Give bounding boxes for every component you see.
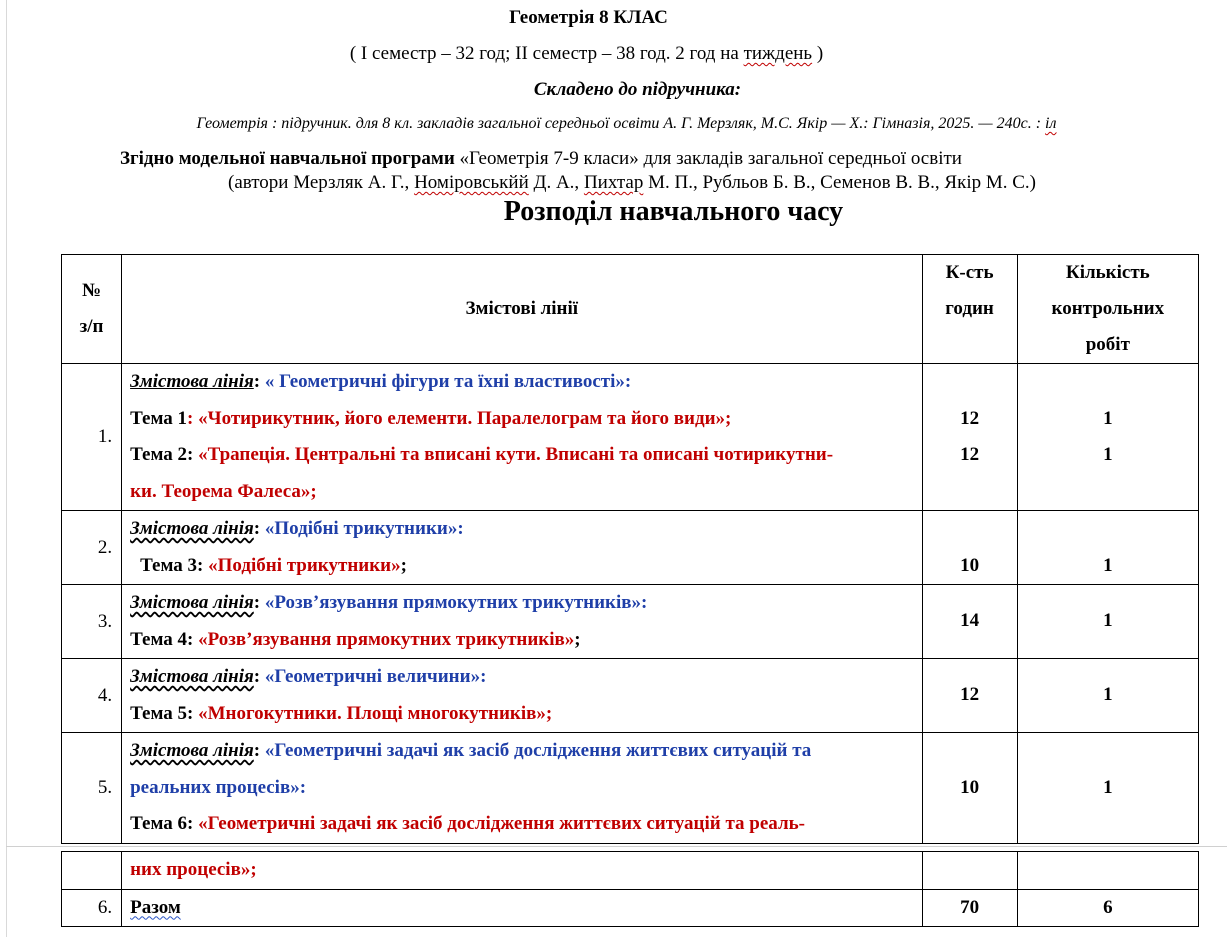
semester-week-word: тиждень <box>743 43 813 64</box>
topic-line <box>130 437 921 474</box>
row-tests: 1 <box>1017 659 1198 733</box>
content-line-title: «Геометричні задачі як засіб дослідження життєвих ситуацій та <box>264 740 812 761</box>
topic-line <box>130 696 921 733</box>
content-line-label: Змістова лінія <box>130 592 254 613</box>
content-line: Змістова лінія: «Розв’язування прямокутних трикутників»: <box>130 592 648 613</box>
content-line-label: Змістова лінія <box>130 518 254 539</box>
tests-value: 1 <box>1103 407 1113 429</box>
hours-value: 10 <box>960 554 980 576</box>
row-tests <box>1017 511 1198 585</box>
compiled-for-label: Складено до підручника: <box>533 79 742 100</box>
content-line: Змістова лінія: « Геометричні фігури та їхні властивості»: <box>130 371 632 392</box>
program-name: «Геометрія 7-9 класи» для закладів загальної середньої освіти <box>454 148 962 169</box>
total-hours: 70 <box>922 889 1017 927</box>
header-hours <box>922 255 1017 364</box>
total-number: 6. <box>62 889 122 927</box>
content-line-label: Змістова лінія <box>130 666 254 687</box>
semester-info <box>0 43 1200 65</box>
topic-title: «Трапеція. Центральні та вписані кути. Вписані та описані чотирикутни- <box>198 444 834 465</box>
content-line: Змістова лінія: «Подібні трикутники»: <box>130 518 464 539</box>
page-break <box>6 846 1227 847</box>
hours-value: 12 <box>960 407 980 429</box>
topic-line <box>130 401 921 438</box>
content-line-title: «Подібні трикутники»: <box>264 518 464 539</box>
topic-label: Тема 3: <box>140 554 209 576</box>
header-tests <box>1017 255 1198 364</box>
program-bold: Згідно модельної навчальної програми <box>120 148 455 169</box>
topic-label: Тема 4: <box>130 628 199 650</box>
row-tests: 1 <box>1017 585 1198 659</box>
content-line-title: «Геометричні величини»: <box>264 666 487 687</box>
authors-part-3: М. П., Рубльов Б. В., Семенов В. В., Якір М. С.) <box>643 172 1037 193</box>
row-tests: 1 <box>1017 733 1198 844</box>
authors-part-2: Д. А., <box>528 172 584 193</box>
distribution-table-continued <box>61 851 1199 927</box>
tests-value: 1 <box>1103 444 1113 465</box>
semester-close: ) <box>812 43 824 64</box>
row-number: 3. <box>62 585 122 659</box>
table-row <box>62 733 1199 844</box>
topic-title: «Розв’язування прямокутних трикутників» <box>198 628 575 650</box>
table-row-continued <box>62 852 1199 890</box>
header-content-lines: Змістові лінії <box>122 255 922 364</box>
topic-line <box>130 806 921 843</box>
content-line-title: «Розв’язування прямокутних трикутників»: <box>264 592 648 613</box>
distribution-heading: Розподіл навчального часу <box>503 196 844 227</box>
content-line: Змістова лінія: «Геометричні величини»: <box>130 666 487 687</box>
topic-label: Тема 1 <box>130 407 188 429</box>
topic-title: «Подібні трикутники» <box>208 554 401 576</box>
row-tests <box>1017 364 1198 511</box>
author-nomirovskyi: Номіровськйй <box>414 172 529 193</box>
content-line-title: « Геометричні фігури та їхні властивості»: <box>264 371 632 392</box>
topic-line <box>130 622 921 659</box>
topic-label: Тема 2: <box>130 444 199 465</box>
table-row <box>62 585 1199 659</box>
program-reference <box>120 148 962 170</box>
row-content <box>122 659 922 733</box>
topic-end: ; <box>574 628 581 650</box>
header-number-line-2: з/п <box>79 316 104 337</box>
table-row <box>62 364 1199 511</box>
row-content <box>122 733 922 844</box>
distribution-table <box>61 254 1199 844</box>
row-content <box>122 511 922 585</box>
table-header-row <box>62 255 1199 364</box>
row-hours: 10 <box>922 733 1017 844</box>
row-hours <box>922 364 1017 511</box>
topic-title-continued: них процесів»; <box>130 859 257 880</box>
row-number: 5. <box>62 733 122 844</box>
header-hours-line-2: годин <box>945 298 994 319</box>
content-line-label: Змістова лінія <box>130 371 254 392</box>
table-row <box>62 511 1199 585</box>
row-hours: 12 <box>922 659 1017 733</box>
total-tests: 6 <box>1017 889 1198 927</box>
topic-end: ; <box>400 554 407 576</box>
page-edge <box>6 0 7 937</box>
header-tests-line-1: Кількість <box>1065 262 1150 283</box>
topic-title: «Многокутники. Площі многокутників»; <box>198 702 553 724</box>
header-hours-line-1: К-сть <box>945 262 994 283</box>
tests-value: 1 <box>1103 554 1113 576</box>
topic-title: : «Чотирикутник, його елементи. Паралелограм та його види»; <box>187 407 732 429</box>
content-line: Змістова лінія: «Геометричні задачі як засіб дослідження життєвих ситуацій та <box>130 740 812 761</box>
total-row <box>62 889 1199 927</box>
textbook-reference <box>13 115 1227 133</box>
document-title: Геометрія 8 КЛАС <box>509 7 668 28</box>
authors-part-1: (автори Мерзляк А. Г., <box>228 172 415 193</box>
topic-line <box>130 548 921 585</box>
topic-title-continued: ки. Теорема Фалеса»; <box>130 480 317 502</box>
content-line-title-continued: реальних процесів»: <box>130 776 307 798</box>
row-content-continued <box>122 852 922 890</box>
row-hours-empty <box>922 852 1017 890</box>
header-number <box>62 255 122 364</box>
author-pykhtar: Пихтар <box>583 172 644 193</box>
semester-text: ( I семестр – 32 год; II семестр – 38 год. 2 год на <box>349 43 744 64</box>
row-content <box>122 364 922 511</box>
row-hours: 14 <box>922 585 1017 659</box>
row-hours <box>922 511 1017 585</box>
row-tests-empty <box>1017 852 1198 890</box>
content-line-label: Змістова лінія <box>130 740 254 761</box>
textbook-ending: іл <box>1045 115 1057 132</box>
row-content <box>122 585 922 659</box>
row-number: 4. <box>62 659 122 733</box>
topic-title: «Геометричні задачі як засіб дослідження життєвих ситуацій та реаль- <box>198 813 805 834</box>
table-row <box>62 659 1199 733</box>
hours-value: 12 <box>960 444 980 465</box>
topic-label: Тема 5: <box>130 702 199 724</box>
total-label: Разом <box>130 896 181 918</box>
row-number: 2. <box>62 511 122 585</box>
program-authors <box>228 172 1036 194</box>
header-tests-line-2: контрольних <box>1051 298 1165 319</box>
header-number-line-1: № <box>82 280 102 301</box>
header-tests-line-3: робіт <box>1085 334 1130 355</box>
row-number: 1. <box>62 364 122 511</box>
textbook-text: Геометрія : підручник. для 8 кл. закладів загальної середньої освіти А. Г. Мерзляк, М.С. Якір — Х.: Гімназія, 2025. — 240с. : <box>196 115 1046 132</box>
topic-label: Тема 6: <box>130 813 199 834</box>
row-number-empty <box>62 852 122 890</box>
total-label-cell <box>122 889 922 927</box>
